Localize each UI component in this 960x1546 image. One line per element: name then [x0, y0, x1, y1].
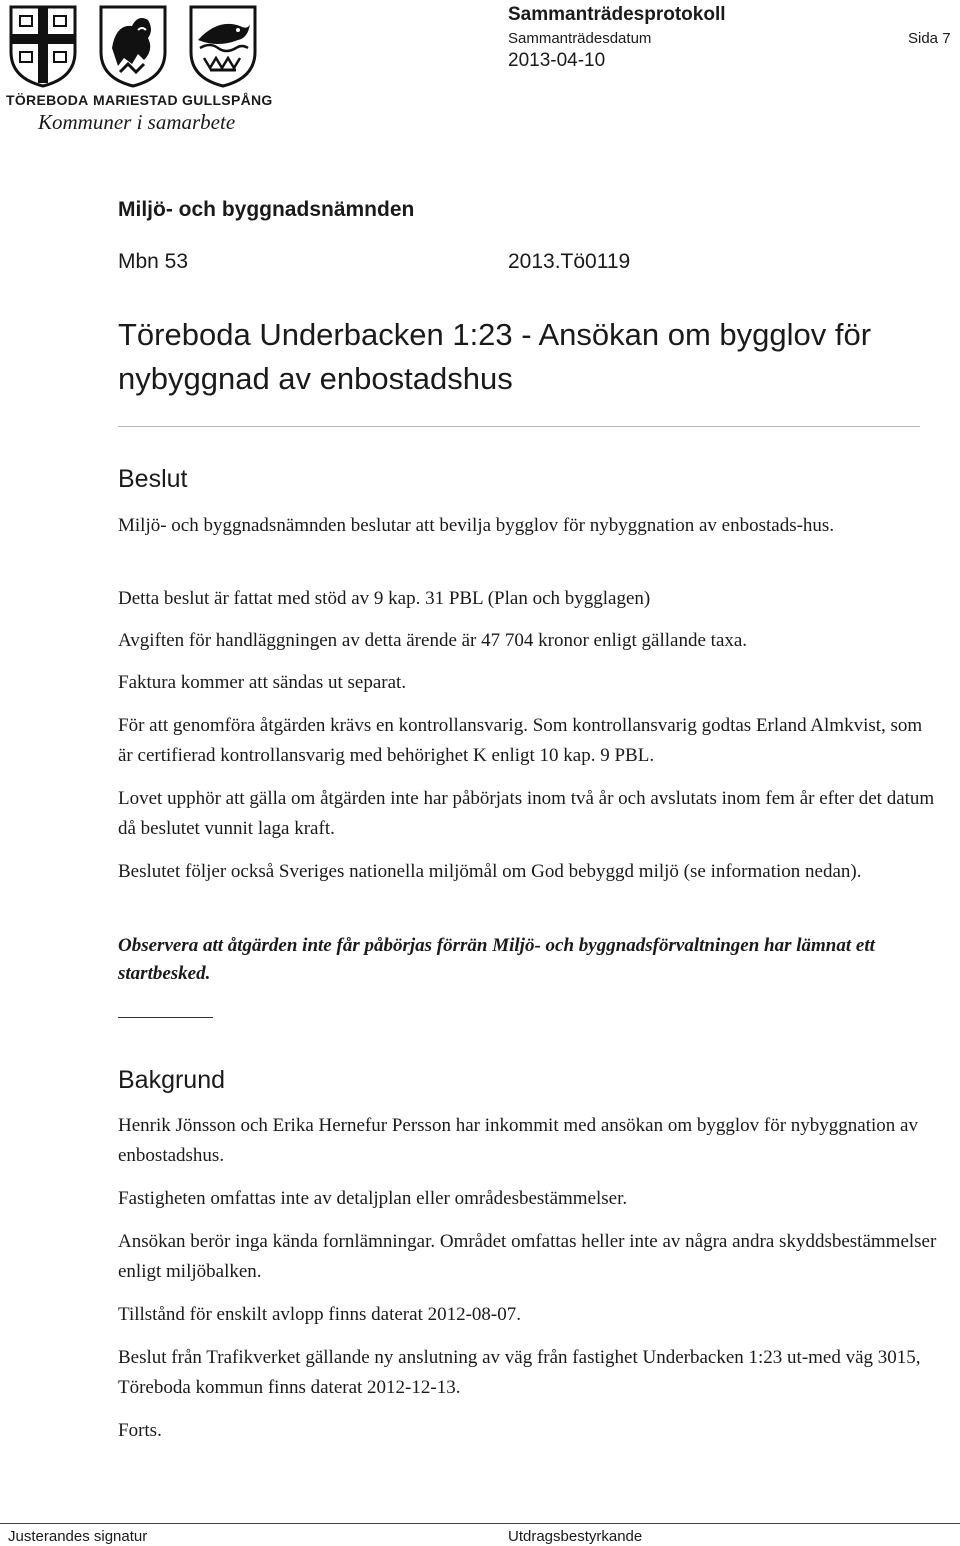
beslut-paragraph-3: Avgiften för handläggningen av detta ärende är 47 704 kronor enligt gällande taxa. — [118, 630, 748, 651]
beslut-heading: Beslut — [118, 465, 188, 493]
footer-divider — [0, 1523, 960, 1524]
beslut-paragraph-7: Beslutet följer också Sveriges nationella miljömål om God bebyggd miljö (se information nedan). — [118, 861, 862, 882]
footer-certification-label: Utdragsbestyrkande — [508, 1528, 643, 1545]
bakgrund-paragraph-1: Henrik Jönsson och Erika Hernefur Persson har inkommit med ansökan om bygglov för nybyggnation av enbostadshus. — [118, 1115, 918, 1166]
beslut-paragraph-1: Miljö- och byggnadsnämnden beslutar att bevilja bygglov för nybyggnation av enbostads-hus. — [118, 515, 835, 536]
document-title: Töreboda Underbacken 1:23 - Ansökan om bygglov för nybyggnad av enbostadshus — [118, 317, 872, 396]
bakgrund-paragraph-4: Tillstånd för enskilt avlopp finns daterat 2012-08-07. — [118, 1304, 521, 1325]
protocol-title: Sammanträdesprotokoll — [508, 4, 726, 25]
logo-tagline: Kommuner i samarbete — [38, 110, 236, 134]
continued-note: Forts. — [118, 1420, 162, 1441]
beslut-paragraph-4: Faktura kommer att sändas ut separat. — [118, 672, 407, 693]
startbesked-notice: Observera att åtgärden inte får påbörjas förrän Miljö- och byggnadsförvaltningen har lämnat ett startbesked. — [118, 935, 875, 984]
meeting-date-label: Sammanträdesdatum — [508, 30, 652, 47]
bakgrund-paragraph-3: Ansökan berör inga kända fornlämningar. Området omfattas heller inte av några andra skyddsbestämmelser enligt miljöbalken. — [118, 1231, 937, 1282]
municipality-logos — [8, 2, 260, 94]
page-number: Sida 7 — [908, 30, 951, 47]
logo-town-mariestad: MARIESTAD — [93, 92, 178, 108]
section-divider — [118, 1017, 213, 1018]
logo-town-toreboda: TÖREBODA — [6, 92, 89, 108]
logo-town-gullspang: GULLSPÅNG — [182, 92, 273, 108]
bakgrund-paragraph-2: Fastigheten omfattas inte av detaljplan eller områdesbestämmelser. — [118, 1188, 628, 1209]
bakgrund-paragraph-5: Beslut från Trafikverket gällande ny anslutning av väg från fastighet Underbacken 1:23 ut-med väg 3015, Töreboda kommun finns daterat 2012-12-13. — [118, 1347, 921, 1398]
meeting-date: 2013-04-10 — [508, 50, 606, 71]
beslut-paragraph-2: Detta beslut är fattat med stöd av 9 kap. 31 PBL (Plan och bygglagen) — [118, 588, 651, 609]
beslut-paragraph-5: För att genomföra åtgärden krävs en kontrollansvarig. Som kontrollansvarig godtas Erland Almkvist, som är certifierad kontrollansvarig med behörighet K enligt 10 kap. 9 PBL. — [118, 715, 923, 766]
mariestad-coat-of-arms-icon — [98, 4, 168, 88]
case-number: 2013.Tö0119 — [508, 250, 631, 273]
gullspang-coat-of-arms-icon — [188, 4, 258, 88]
section-number: Mbn 53 — [118, 250, 189, 273]
bakgrund-heading: Bakgrund — [118, 1066, 226, 1094]
footer-signature-label: Justerandes signatur — [8, 1528, 148, 1545]
committee-name: Miljö- och byggnadsnämnden — [118, 198, 415, 221]
title-divider — [118, 426, 920, 427]
beslut-paragraph-6: Lovet upphör att gälla om åtgärden inte har påbörjats inom två år och avslutats inom fem år efter det datum då beslutet vunnit laga kraft. — [118, 788, 935, 839]
toreboda-coat-of-arms-icon — [8, 4, 78, 88]
